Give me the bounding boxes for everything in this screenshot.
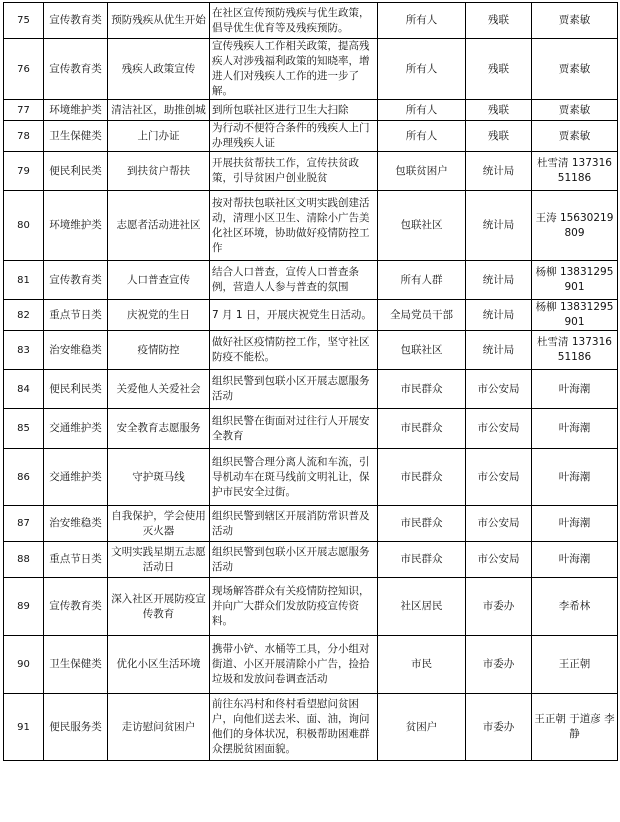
project-name-cell: 上门办证 — [108, 121, 210, 152]
target-group-cell: 包联社区 — [378, 331, 466, 370]
target-group-cell: 市民群众 — [378, 542, 466, 578]
target-group-cell: 贫困户 — [378, 694, 466, 761]
project-name-cell: 清洁社区，助推创城 — [108, 100, 210, 121]
department-cell: 市公安局 — [466, 449, 532, 506]
content-cell: 开展扶贫帮扶工作，宣传扶贫政策，引导贫困户创业脱贫 — [210, 152, 378, 191]
table-row — [4, 449, 618, 506]
row-number: 83 — [4, 331, 44, 370]
category-cell: 宣传教育类 — [44, 261, 108, 300]
department-cell: 市委办 — [466, 694, 532, 761]
table-row — [4, 3, 618, 39]
contact-cell: 杨柳 13831295901 — [532, 261, 618, 300]
target-group-cell: 全局党员干部 — [378, 300, 466, 331]
table-row — [4, 152, 618, 191]
volunteer-activity-table — [3, 2, 618, 761]
row-number: 84 — [4, 370, 44, 409]
project-name-cell: 优化小区生活环境 — [108, 636, 210, 694]
project-name-cell: 安全教育志愿服务 — [108, 409, 210, 449]
row-number: 87 — [4, 506, 44, 542]
row-number: 89 — [4, 578, 44, 636]
category-cell: 宣传教育类 — [44, 39, 108, 100]
project-name-cell: 残疾人政策宣传 — [108, 39, 210, 100]
category-cell: 宣传教育类 — [44, 578, 108, 636]
category-cell: 环境维护类 — [44, 191, 108, 261]
contact-cell: 贾素敏 — [532, 39, 618, 100]
table-row — [4, 370, 618, 409]
department-cell: 残联 — [466, 121, 532, 152]
category-cell: 环境维护类 — [44, 100, 108, 121]
table-row — [4, 578, 618, 636]
project-name-cell: 关爱他人关爱社会 — [108, 370, 210, 409]
content-cell: 前往东冯村和佟村看望慰问贫困户，向他们送去米、面、油，询问他们的身体状况，积极帮助困难群众摆脱贫困面貌。 — [210, 694, 378, 761]
row-number: 85 — [4, 409, 44, 449]
row-number: 91 — [4, 694, 44, 761]
row-number: 86 — [4, 449, 44, 506]
content-cell: 7 月 1 日，开展庆祝党生日活动。 — [210, 300, 378, 331]
project-name-cell: 自我保护，学会使用灭火器 — [108, 506, 210, 542]
contact-cell: 贾素敏 — [532, 3, 618, 39]
category-cell: 便民利民类 — [44, 370, 108, 409]
contact-cell: 李希林 — [532, 578, 618, 636]
content-cell: 为行动不便符合条件的残疾人上门办理残疾人证 — [210, 121, 378, 152]
row-number: 75 — [4, 3, 44, 39]
category-cell: 交通维护类 — [44, 449, 108, 506]
row-number: 81 — [4, 261, 44, 300]
category-cell: 治安维稳类 — [44, 331, 108, 370]
content-cell: 到所包联社区进行卫生大扫除 — [210, 100, 378, 121]
category-cell: 卫生保健类 — [44, 636, 108, 694]
department-cell: 市委办 — [466, 636, 532, 694]
category-cell: 重点节日类 — [44, 542, 108, 578]
contact-cell: 叶海潮 — [532, 542, 618, 578]
contact-cell: 叶海潮 — [532, 409, 618, 449]
row-number: 80 — [4, 191, 44, 261]
target-group-cell: 所有人群 — [378, 261, 466, 300]
department-cell: 统计局 — [466, 152, 532, 191]
contact-cell: 王正朝 于道彦 李静 — [532, 694, 618, 761]
content-cell: 在社区宣传预防残疾与优生政策，倡导优生优育等及残疾预防。 — [210, 3, 378, 39]
department-cell: 统计局 — [466, 191, 532, 261]
content-cell: 组织民警在街面对过往行人开展安全教育 — [210, 409, 378, 449]
target-group-cell: 所有人 — [378, 121, 466, 152]
project-name-cell: 深入社区开展防疫宣传教育 — [108, 578, 210, 636]
category-cell: 宣传教育类 — [44, 3, 108, 39]
contact-cell: 贾素敏 — [532, 100, 618, 121]
row-number: 88 — [4, 542, 44, 578]
project-name-cell: 志愿者活动进社区 — [108, 191, 210, 261]
target-group-cell: 所有人 — [378, 100, 466, 121]
department-cell: 市公安局 — [466, 370, 532, 409]
table-row — [4, 636, 618, 694]
project-name-cell: 文明实践星期五志愿活动日 — [108, 542, 210, 578]
table-row — [4, 409, 618, 449]
row-number: 82 — [4, 300, 44, 331]
department-cell: 市委办 — [466, 578, 532, 636]
table-row — [4, 694, 618, 761]
row-number: 78 — [4, 121, 44, 152]
row-number: 77 — [4, 100, 44, 121]
category-cell: 交通维护类 — [44, 409, 108, 449]
target-group-cell: 所有人 — [378, 3, 466, 39]
category-cell: 重点节日类 — [44, 300, 108, 331]
contact-cell: 杜雪清 13731651186 — [532, 331, 618, 370]
table-row — [4, 191, 618, 261]
contact-cell: 杜雪清 13731651186 — [532, 152, 618, 191]
department-cell: 残联 — [466, 39, 532, 100]
project-name-cell: 庆祝党的生日 — [108, 300, 210, 331]
table-row — [4, 121, 618, 152]
target-group-cell: 包联社区 — [378, 191, 466, 261]
table-row — [4, 331, 618, 370]
target-group-cell: 社区居民 — [378, 578, 466, 636]
project-name-cell: 到扶贫户帮扶 — [108, 152, 210, 191]
category-cell: 便民服务类 — [44, 694, 108, 761]
target-group-cell: 市民 — [378, 636, 466, 694]
content-cell: 现场解答群众有关疫情防控知识，并向广大群众们发放防疫宣传资料。 — [210, 578, 378, 636]
table-row — [4, 300, 618, 331]
department-cell: 市公安局 — [466, 542, 532, 578]
category-cell: 便民利民类 — [44, 152, 108, 191]
department-cell: 统计局 — [466, 331, 532, 370]
content-cell: 组织民警到包联小区开展志愿服务活动 — [210, 370, 378, 409]
content-cell: 携带小铲、水桶等工具，分小组对街道、小区开展清除小广告，捡拾垃圾和发放问卷调查活动 — [210, 636, 378, 694]
project-name-cell: 预防残疾从优生开始 — [108, 3, 210, 39]
department-cell: 残联 — [466, 100, 532, 121]
department-cell: 残联 — [466, 3, 532, 39]
content-cell: 做好社区疫情防控工作，坚守社区防疫不能松。 — [210, 331, 378, 370]
department-cell: 市公安局 — [466, 506, 532, 542]
target-group-cell: 所有人 — [378, 39, 466, 100]
table-row — [4, 39, 618, 100]
row-number: 76 — [4, 39, 44, 100]
target-group-cell: 包联贫困户 — [378, 152, 466, 191]
contact-cell: 杨柳 13831295901 — [532, 300, 618, 331]
project-name-cell: 守护斑马线 — [108, 449, 210, 506]
contact-cell: 王正朝 — [532, 636, 618, 694]
contact-cell: 叶海潮 — [532, 370, 618, 409]
target-group-cell: 市民群众 — [378, 506, 466, 542]
department-cell: 统计局 — [466, 261, 532, 300]
table-body — [4, 3, 618, 761]
project-name-cell: 疫情防控 — [108, 331, 210, 370]
row-number: 90 — [4, 636, 44, 694]
department-cell: 市公安局 — [466, 409, 532, 449]
content-cell: 宣传残疾人工作相关政策，提高残疾人对涉残福利政策的知晓率，增进人们对残疾人工作的进一步了解。 — [210, 39, 378, 100]
target-group-cell: 市民群众 — [378, 449, 466, 506]
contact-cell: 贾素敏 — [532, 121, 618, 152]
target-group-cell: 市民群众 — [378, 409, 466, 449]
department-cell: 统计局 — [466, 300, 532, 331]
project-name-cell: 走访慰问贫困户 — [108, 694, 210, 761]
table-row — [4, 542, 618, 578]
contact-cell: 叶海潮 — [532, 506, 618, 542]
table-row — [4, 261, 618, 300]
content-cell: 结合人口普查，宣传人口普查条例，营造人人参与普查的氛围 — [210, 261, 378, 300]
contact-cell: 王涛 15630219809 — [532, 191, 618, 261]
contact-cell: 叶海潮 — [532, 449, 618, 506]
target-group-cell: 市民群众 — [378, 370, 466, 409]
table-row — [4, 506, 618, 542]
row-number: 79 — [4, 152, 44, 191]
table-row — [4, 100, 618, 121]
category-cell: 治安维稳类 — [44, 506, 108, 542]
content-cell: 组织民警合理分离人流和车流，引导机动车在斑马线前文明礼让，保护市民安全过街。 — [210, 449, 378, 506]
content-cell: 按对帮扶包联社区文明实践创建活动，清理小区卫生、清除小广告美化社区环境，协助做好疫情防控工作 — [210, 191, 378, 261]
content-cell: 组织民警到辖区开展消防常识普及活动 — [210, 506, 378, 542]
project-name-cell: 人口普查宣传 — [108, 261, 210, 300]
category-cell: 卫生保健类 — [44, 121, 108, 152]
content-cell: 组织民警到包联小区开展志愿服务活动 — [210, 542, 378, 578]
